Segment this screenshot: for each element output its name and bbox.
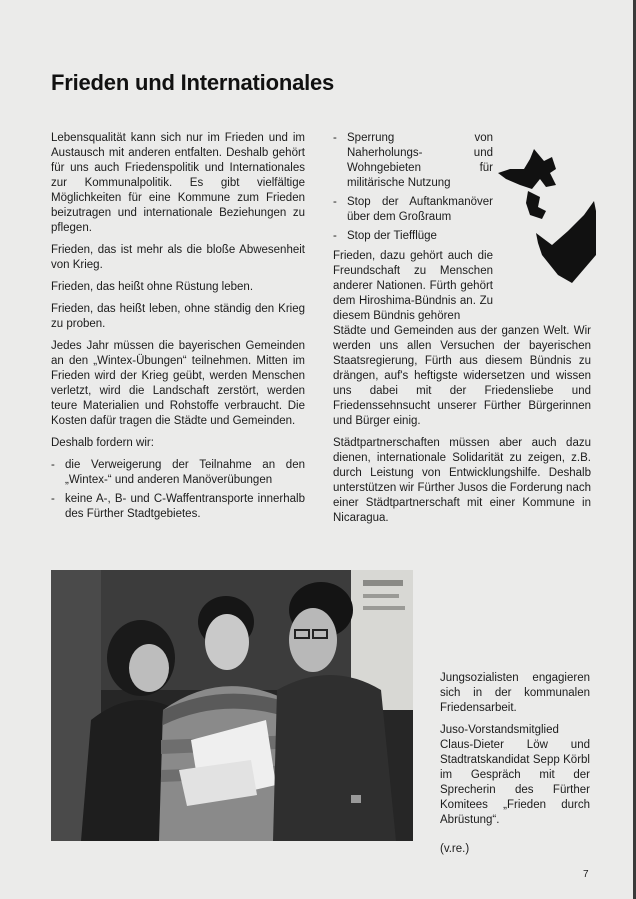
paragraph: Städtpartnerschaften müssen aber auch dazu dienen, internationale Solidarität zu zeigen, z.B. durch Leistung von Entwicklungshilfe. Deshalb unterstützen wir Fürther Jusos die Forderung nach einer Städtpartnerschaft mit einer Kommune in Nicaragua. [333,437,591,524]
left-column [51,131,305,526]
paragraph: Lebensqualität kann sich nur im Frieden und im Austausch mit anderen entfalten. Deshalb gehört für uns auch Friedenspolitik und Internationales zur Kommunalpolitik. Es gibt vielfältige Möglichkeiten für eine Kommune zum Frieden beizutragen und internationale Beziehungen zu pflegen. [51,132,305,234]
paragraph: Frieden, das ist mehr als die bloße Abwesenheit von Krieg. [51,244,305,271]
dash-bullet: - [333,230,337,242]
dash-bullet: - [51,459,55,471]
page-number: 7 [583,869,589,880]
paragraph: Frieden, das heißt leben, ohne ständig den Krieg zu proben. [51,303,305,330]
paragraph: Frieden, das heißt ohne Rüstung leben. [51,281,254,293]
paragraph: Städte und Gemeinden aus der ganzen Welt. Wir werden uns allen Versuchen der bayerischen Staatsregierung, Fürth aus diesem Bündnis zu drängen, auf's heftigste widersetzen und wissen uns dabei mit der Friedensliebe und Friedenssehnsucht unserer Fürther Bürgerinnen und Bürger einig. [333,325,591,427]
dash-bullet: - [333,196,337,208]
paragraph: Deshalb fordern wir: [51,437,154,449]
demand-item [333,195,493,225]
peace-logo-icon [496,145,596,287]
demand-item [51,492,305,522]
photo-caption [440,671,590,864]
paragraph-narrow: Frieden, dazu gehört auch die Freundschaft zu Menschen anderer Nationen. Fürth gehört dem Hiroshima-Bündnis an. Zu diesem Bündnis gehören [333,250,493,322]
dash-bullet: - [51,493,55,505]
dash-bullet: - [333,132,337,144]
caption-line: Jungsozialisten engagieren sich in der kommunalen Friedensarbeit. [440,672,590,714]
demand-item [333,131,493,191]
group-photo [51,570,413,841]
demand-item [51,458,305,488]
paragraph: Jedes Jahr müssen die bayerischen Gemeinden an den „Wintex-Übungen“ teilnehmen. Mitten im Frieden wird der Krieg geübt, werden Menschen verletzt, wird die Landschaft zerstört, werden teure Materialien und Rohstoffe verbraucht. Die Kosten dafür tragen die Städte und Gemeinden. [51,340,305,427]
caption-line: Juso-Vorstandsmitglied Claus-Dieter Löw und Stadtratskandidat Sepp Körbl im Gespräch mit der Sprecherin des Fürther Komitees „Frieden durch Abrüstung“. [440,724,590,826]
demand-item [333,229,493,244]
demand-text: keine A-, B- und C-Waffentransporte innerhalb des Fürther Stadtgebietes. [65,493,305,520]
demand-text: Sperrung von Naherholungs- und Wohngebieten für militärische Nutzung [347,132,493,189]
photo-credit: (v.re.) [440,843,470,855]
demand-text: Stop der Auftankmanöver über dem Großraum [347,196,493,223]
demand-text: Stop der Tiefflüge [347,230,437,242]
demand-text: die Verweigerung der Teilnahme an den „Wintex-“ und anderen Manöverübungen [65,459,305,486]
page-title: Frieden und Internationales [51,70,335,95]
